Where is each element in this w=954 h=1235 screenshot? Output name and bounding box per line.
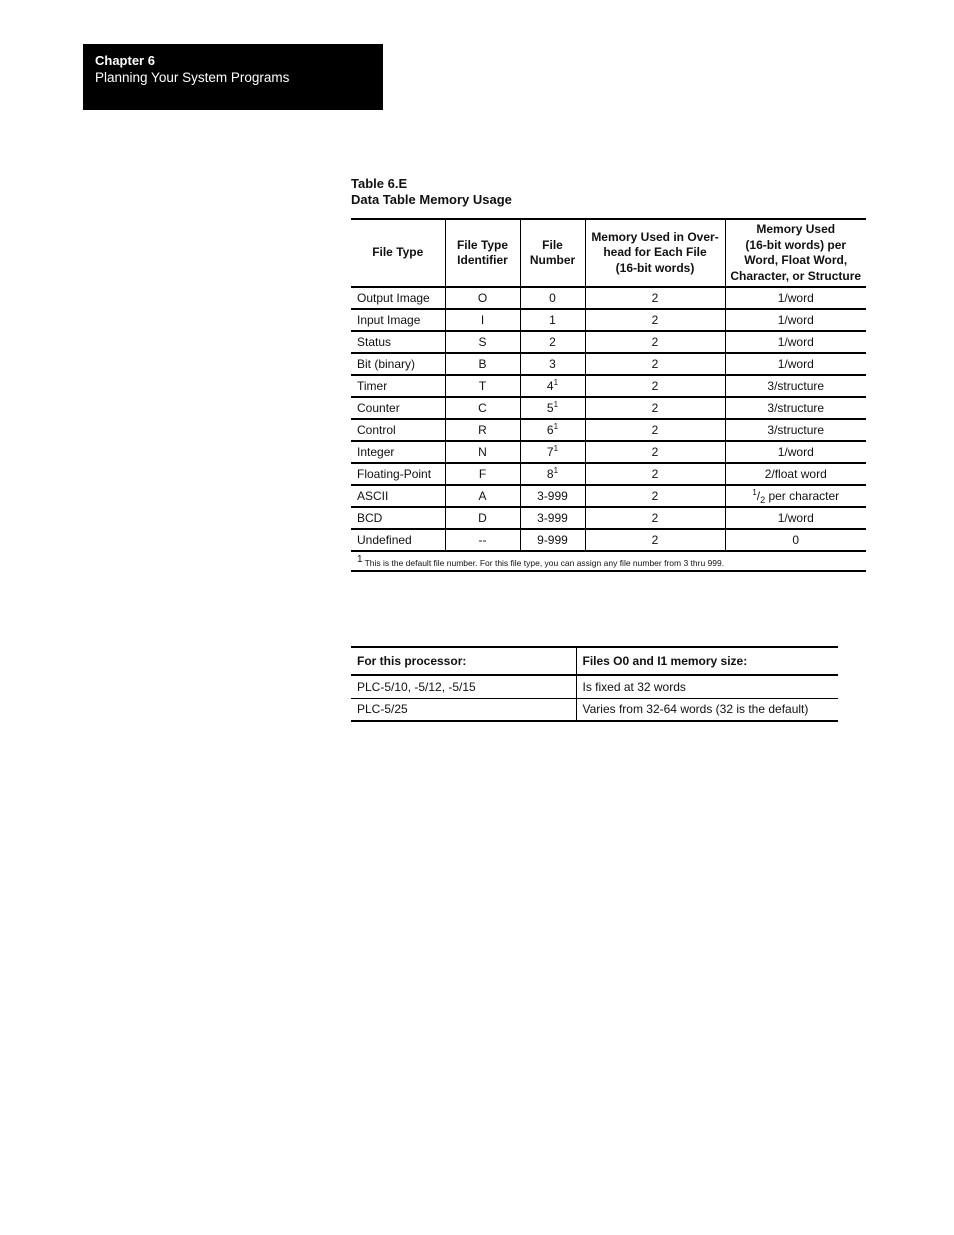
file-number-footnote-ref: 1 xyxy=(553,422,559,431)
table-row xyxy=(351,507,866,529)
file-number-value: 2 xyxy=(549,335,556,349)
usage-value: 1/word xyxy=(777,511,814,525)
cell-file-number xyxy=(520,331,585,353)
cell-file-number xyxy=(520,375,585,397)
file-number-value: 0 xyxy=(549,291,556,305)
header-file-number: File Number xyxy=(520,219,585,287)
usage-fraction-denominator: 2 xyxy=(760,495,766,505)
cell-file-type: Floating-Point xyxy=(351,463,445,485)
header-processor: For this processor: xyxy=(351,647,576,675)
table-row xyxy=(351,397,866,419)
file-number-value: 1 xyxy=(549,313,556,327)
table-row xyxy=(351,441,866,463)
table-row xyxy=(351,419,866,441)
processor-row xyxy=(351,675,838,698)
cell-file-number xyxy=(520,353,585,375)
table-row xyxy=(351,287,866,309)
cell-file-type: Control xyxy=(351,419,445,441)
file-number-footnote-ref: 1 xyxy=(553,378,559,387)
processor-row xyxy=(351,698,838,721)
cell-identifier: A xyxy=(445,485,520,507)
cell-identifier: N xyxy=(445,441,520,463)
usage-value: 1/word xyxy=(777,313,814,327)
file-number-value: 5 xyxy=(546,401,554,415)
cell-file-type: BCD xyxy=(351,507,445,529)
cell-overhead: 2 xyxy=(585,287,725,309)
usage-value: 2/float word xyxy=(764,467,827,481)
table-header-row xyxy=(351,219,866,287)
cell-memory-used xyxy=(725,463,866,485)
table-row xyxy=(351,529,866,551)
cell-file-type: Integer xyxy=(351,441,445,463)
file-number-footnote-ref: 1 xyxy=(553,444,559,453)
cell-overhead: 2 xyxy=(585,309,725,331)
cell-file-type: Input Image xyxy=(351,309,445,331)
cell-memory-used xyxy=(725,353,866,375)
cell-file-number xyxy=(520,507,585,529)
footnote-row xyxy=(351,551,866,571)
cell-file-number xyxy=(520,419,585,441)
processor-header-row xyxy=(351,647,838,675)
cell-file-number xyxy=(520,485,585,507)
usage-value: 0 xyxy=(792,533,800,547)
cell-memory-used xyxy=(725,375,866,397)
table-row xyxy=(351,463,866,485)
cell-file-number xyxy=(520,441,585,463)
file-number-value: 3 xyxy=(549,357,556,371)
cell-identifier: B xyxy=(445,353,520,375)
cell-overhead: 2 xyxy=(585,375,725,397)
usage-value: 3/structure xyxy=(767,401,825,415)
cell-file-number xyxy=(520,463,585,485)
cell-file-type: Counter xyxy=(351,397,445,419)
cell-identifier: D xyxy=(445,507,520,529)
file-number-footnote-ref: 1 xyxy=(553,400,559,409)
cell-overhead: 2 xyxy=(585,485,725,507)
cell-identifier: C xyxy=(445,397,520,419)
cell-identifier: S xyxy=(445,331,520,353)
table-row xyxy=(351,485,866,507)
cell-overhead: 2 xyxy=(585,441,725,463)
table-title: Data Table Memory Usage xyxy=(351,192,512,207)
cell-identifier: F xyxy=(445,463,520,485)
cell-file-type: Output Image xyxy=(351,287,445,309)
usage-value: 1/word xyxy=(777,291,814,305)
cell-overhead: 2 xyxy=(585,507,725,529)
cell-memory-size: Is fixed at 32 words xyxy=(576,675,838,698)
cell-identifier: O xyxy=(445,287,520,309)
cell-file-type: Timer xyxy=(351,375,445,397)
cell-overhead: 2 xyxy=(585,353,725,375)
cell-overhead: 2 xyxy=(585,463,725,485)
header-file-type: File Type xyxy=(351,219,445,287)
cell-memory-used xyxy=(725,441,866,463)
header-identifier: File Type Identifier xyxy=(445,219,520,287)
usage-value: 3/structure xyxy=(767,423,825,437)
cell-file-number xyxy=(520,287,585,309)
chapter-header xyxy=(83,44,383,110)
chapter-title: Planning Your System Programs xyxy=(95,70,290,85)
file-number-value: 7 xyxy=(546,445,554,459)
cell-file-type: ASCII xyxy=(351,485,445,507)
table-caption xyxy=(351,176,512,208)
file-number-value: 4 xyxy=(546,379,554,393)
table-row xyxy=(351,375,866,397)
cell-memory-used xyxy=(725,397,866,419)
usage-value: 3/structure xyxy=(767,379,825,393)
cell-identifier: T xyxy=(445,375,520,397)
cell-overhead: 2 xyxy=(585,419,725,441)
footnote-mark: 1 xyxy=(357,554,363,565)
usage-value: 1/word xyxy=(777,357,814,371)
table-row xyxy=(351,353,866,375)
cell-memory-used xyxy=(725,287,866,309)
footnote-text: This is the default file number. For this file type, you can assign any file number from 3 thru 999. xyxy=(364,558,725,568)
cell-processor: PLC-5/10, -5/12, -5/15 xyxy=(351,675,576,698)
cell-overhead: 2 xyxy=(585,529,725,551)
usage-suffix: per character xyxy=(765,489,840,503)
memory-usage-table xyxy=(351,218,866,572)
header-memory-size: Files O0 and I1 memory size: xyxy=(576,647,838,675)
usage-value: 1/word xyxy=(777,445,814,459)
cell-file-number xyxy=(520,529,585,551)
chapter-label: Chapter 6 xyxy=(95,53,155,68)
cell-identifier: I xyxy=(445,309,520,331)
cell-processor: PLC-5/25 xyxy=(351,698,576,721)
file-number-value: 3-999 xyxy=(537,489,568,503)
file-number-value: 8 xyxy=(546,467,554,481)
cell-file-type: Bit (binary) xyxy=(351,353,445,375)
table-footnote xyxy=(351,551,866,571)
table-row xyxy=(351,309,866,331)
header-memory-used: Memory Used (16-bit words) per Word, Float Word, Character, or Structure xyxy=(725,219,866,287)
cell-file-type: Status xyxy=(351,331,445,353)
cell-memory-size: Varies from 32-64 words (32 is the default) xyxy=(576,698,838,721)
cell-memory-used xyxy=(725,529,866,551)
file-number-value: 9-999 xyxy=(537,533,568,547)
processor-memory-table xyxy=(351,646,838,722)
cell-memory-used xyxy=(725,419,866,441)
cell-overhead: 2 xyxy=(585,331,725,353)
cell-file-number xyxy=(520,309,585,331)
cell-file-type: Undefined xyxy=(351,529,445,551)
file-number-value: 3-999 xyxy=(537,511,568,525)
cell-memory-used xyxy=(725,309,866,331)
header-overhead: Memory Used in Over- head for Each File (16-bit words) xyxy=(585,219,725,287)
cell-identifier: R xyxy=(445,419,520,441)
table-row xyxy=(351,331,866,353)
file-number-footnote-ref: 1 xyxy=(553,466,559,475)
cell-file-number xyxy=(520,397,585,419)
cell-memory-used: $^1/_2$ per character xyxy=(725,485,866,507)
cell-memory-used xyxy=(725,331,866,353)
file-number-value: 6 xyxy=(546,423,554,437)
cell-overhead: 2 xyxy=(585,397,725,419)
cell-memory-used xyxy=(725,507,866,529)
usage-value: 1/word xyxy=(777,335,814,349)
usage-fraction-numerator: 1 xyxy=(752,488,757,497)
table-number: Table 6.E xyxy=(351,176,408,191)
cell-identifier: -- xyxy=(445,529,520,551)
